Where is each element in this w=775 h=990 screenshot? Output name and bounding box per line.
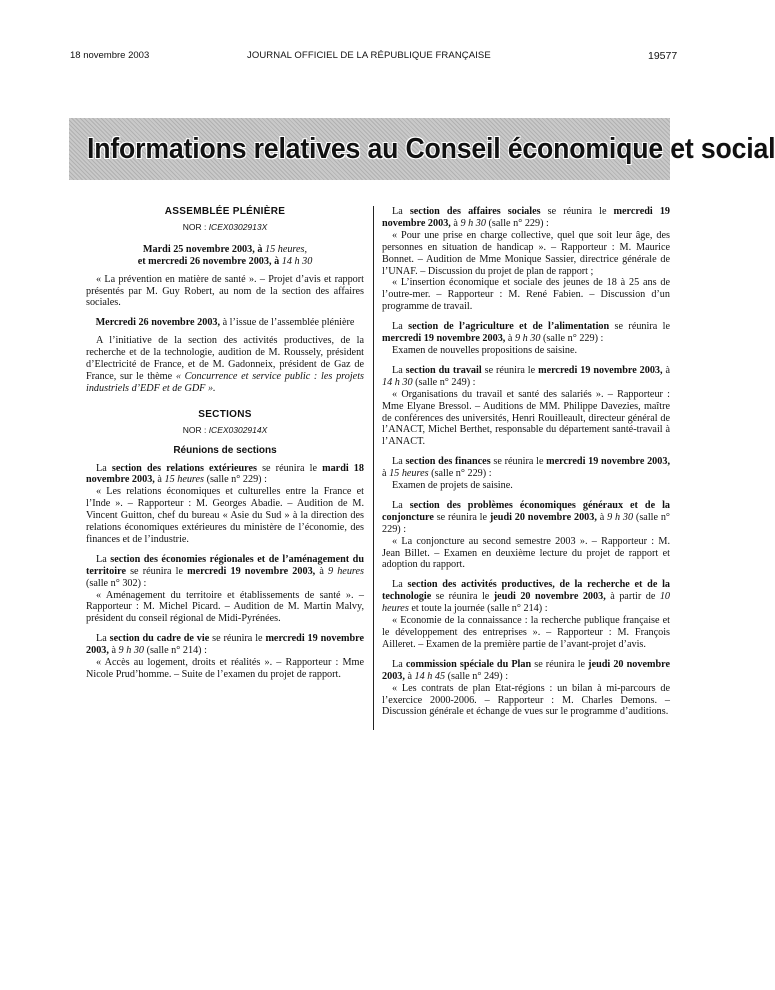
- meeting-agenda: « Aménagement du territoire et établissements de santé ». – Rapporteur : M. Michel Picard. – Audition de M. Martin Malvy, président du conseil régional de Midi-Pyrénées.: [86, 589, 364, 625]
- meeting-notice: La section des problèmes économiques généraux et de la conjoncture se réunira le jeudi 20 novembre 2003, à 9 h 30 (salle n° 229) :: [382, 499, 670, 535]
- meeting-notice: La section des relations extérieures se réunira le mardi 18 novembre 2003, à 15 heures (salle n° 229) :: [86, 462, 364, 486]
- meeting-agenda: « Pour une prise en charge collective, quel que soit leur âge, des personnes en situation de handicap ». – Rapporteur : M. Maurice Bonnet. – Audition de Mme Monique Sassier, directrice générale de l’UNAF. – Discussion du projet de plan de rapport ;: [382, 229, 670, 277]
- running-head-date: 18 novembre 2003: [70, 50, 150, 61]
- session-2-text: A l’initiative de la section des activités productives, de la recherche et de la technologie, audition de M. Roussely, président d’Electricité de France, et de M. Gadonneix, président de Gaz de France, sur le thème « Concurrence et service public : les projets industriels d’EDF et de GDF ».: [86, 335, 364, 394]
- nor-label: NOR :: [182, 221, 209, 232]
- sections-nor: [86, 425, 364, 437]
- meeting-notice: La section du cadre de vie se réunira le mercredi 19 novembre 2003, à 9 h 30 (salle n° 214) :: [86, 633, 364, 657]
- sections-heading: SECTIONS: [198, 408, 252, 420]
- column-divider: [373, 206, 374, 730]
- meeting-agenda: « Economie de la connaissance : la recherche publique française et le développement des entreprises ». – Rapporteur : M. François Ailleret. – Examen de la première partie de l’avant-projet d’avis.: [382, 615, 670, 650]
- session-1-date-line-2: et mercredi 26 novembre 2003, à 14 h 30: [137, 255, 313, 267]
- meeting-agenda: Examen de projets de saisine.: [392, 480, 513, 492]
- page-number: 19577: [648, 50, 678, 62]
- plenary-nor: [86, 222, 364, 234]
- meeting-notice: La section du travail se réunira le mercredi 19 novembre 2003, à 14 h 30 (salle n° 249) :: [382, 364, 671, 388]
- meeting-notice: La commission spéciale du Plan se réunira le jeudi 20 novembre 2003, à 14 h 45 (salle n° 249) :: [382, 658, 670, 682]
- meeting-agenda: « L’insertion économique et sociale des jeunes de 18 à 25 ans de l’outre-mer. – Rapporteur : M. René Fabien. – Discussion d’un programme de travail.: [382, 277, 670, 313]
- session-1-date-line: Mardi 25 novembre 2003, à 15 heures,: [142, 243, 308, 255]
- meeting-agenda: « Les contrats de plan Etat-régions : un bilan à mi-parcours de l’exercice 2000-2006. – Rapporteur : M. Charles Demons. – Discussion générale et échange de vues sur le programme d’auditions.: [382, 682, 670, 718]
- meeting-agenda: « La conjoncture au second semestre 2003 ». – Rapporteur : M. Jean Billet. – Examen en deuxième lecture du projet de rapport et adoption du rapport.: [382, 535, 670, 571]
- session-1-text: « La prévention en matière de santé ». – Projet d’avis et rapport présentés par M. Guy Robert, au nom de la section des affaires sociales.: [86, 273, 364, 309]
- reunions-heading: Réunions de sections: [173, 444, 277, 456]
- running-head-journal-title: JOURNAL OFFICIEL DE LA RÉPUBLIQUE FRANÇAISE: [247, 50, 491, 61]
- meeting-agenda: Examen de nouvelles propositions de saisine.: [392, 344, 578, 356]
- meeting-notice: La section de l’agriculture et de l’alimentation se réunira le mercredi 19 novembre 2003, à 9 h 30 (salle n° 229) :: [382, 321, 671, 345]
- meeting-notice: La section des économies régionales et de l’aménagement du territoire se réunira le mercredi 19 novembre 2003, à 9 heures (salle n° 302) :: [86, 553, 364, 589]
- meeting-notice: La section des affaires sociales se réunira le mercredi 19 novembre 2003, à 9 h 30 (salle n° 229) :: [382, 206, 671, 229]
- meeting-agenda: « Organisations du travail et santé des salariés ». – Rapporteur : Mme Elyane Bressol. – Auditions de MM. Philippe Davezies, maître de conférences des universités, Henri Rouilleault, directeur général de l’ANACT, Michel Berthet, responsable du département santé-travail à l’ANACT.: [382, 388, 670, 448]
- left-column: [86, 206, 364, 681]
- meeting-notice: La section des activités productives, de la recherche et de la technologie se réunira le jeudi 20 novembre 2003, à partir de 10 heures et toute la journée (salle n° 214) :: [382, 579, 671, 615]
- meeting-agenda: « Accès au logement, droits et réalités ». – Rapporteur : Mme Nicole Prud’homme. – Suite de l’examen du projet de rapport.: [86, 657, 364, 680]
- plenary-heading: ASSEMBLÉE PLÉNIÈRE: [164, 206, 286, 217]
- nor-code: ICEX0302914X: [208, 424, 268, 435]
- banner-title: Informations relatives au Conseil économique et social: [87, 133, 775, 165]
- section-banner: [69, 118, 775, 180]
- meeting-notice: La section des finances se réunira le mercredi 19 novembre 2003, à 15 heures (salle n° 229) :: [382, 456, 670, 480]
- nor-label: NOR :: [182, 424, 209, 435]
- nor-code: ICEX0302913X: [208, 221, 268, 232]
- session-2-date-line: Mercredi 26 novembre 2003, à l’issue de l’assemblée plénière: [95, 317, 355, 329]
- meeting-agenda: « Les relations économiques et culturelles entre la France et l’Inde ». – Rapporteur : M. Georges Abadie. – Audition de M. Vincent Guitton, chef du bureau « Asie du Sud » à la direction des relations économiques extérieures du ministère de l’économie, des finances et de l’industrie.: [86, 486, 364, 545]
- right-column: [382, 206, 670, 718]
